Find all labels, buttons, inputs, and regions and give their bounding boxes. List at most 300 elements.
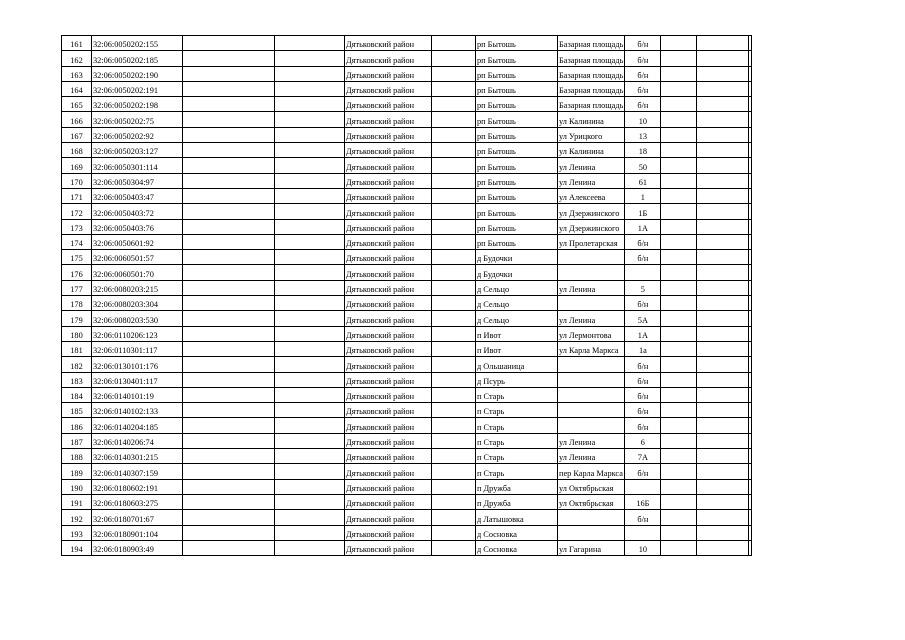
house-number-cell [625, 479, 661, 494]
district-cell: Дятьковский район [345, 219, 432, 234]
empty-cell [697, 479, 749, 494]
empty-cell [432, 265, 476, 280]
empty-cell [275, 510, 345, 525]
house-number-cell: 1А [625, 326, 661, 341]
street-cell [558, 265, 625, 280]
empty-cell [661, 494, 697, 509]
table-row [62, 464, 752, 479]
street-cell: ул Пролетарская [558, 234, 625, 249]
empty-cell [661, 540, 697, 555]
empty-cell [661, 357, 697, 372]
locality-cell: п Ивот [476, 326, 558, 341]
empty-cell [432, 127, 476, 142]
empty-cell [697, 357, 749, 372]
locality-cell: д Псурь [476, 372, 558, 387]
row-number-cell: 178 [62, 296, 92, 311]
empty-cell [275, 479, 345, 494]
row-number-cell: 163 [62, 66, 92, 81]
empty-cell [697, 204, 749, 219]
district-cell: Дятьковский район [345, 127, 432, 142]
empty-cell [275, 219, 345, 234]
cadastral-number-cell: 32:06:0050202:155 [92, 36, 183, 51]
street-cell: ул Лермонтова [558, 326, 625, 341]
empty-cell [661, 464, 697, 479]
empty-cell [432, 112, 476, 127]
house-number-cell: б/н [625, 387, 661, 402]
street-cell: ул Октябрьская [558, 494, 625, 509]
row-number-cell: 169 [62, 158, 92, 173]
empty-cell [697, 219, 749, 234]
locality-cell: п Старь [476, 449, 558, 464]
empty-cell [697, 494, 749, 509]
house-number-cell: 10 [625, 112, 661, 127]
district-cell: Дятьковский район [345, 449, 432, 464]
locality-cell: рп Бытошь [476, 112, 558, 127]
locality-cell: д Сельцо [476, 311, 558, 326]
street-cell [558, 357, 625, 372]
empty-cell [697, 234, 749, 249]
house-number-cell: 1А [625, 219, 661, 234]
empty-cell [432, 418, 476, 433]
district-cell: Дятьковский район [345, 372, 432, 387]
empty-cell [661, 479, 697, 494]
locality-cell: рп Бытошь [476, 219, 558, 234]
locality-cell: п Дружба [476, 494, 558, 509]
table-row [62, 158, 752, 173]
cadastral-number-cell: 32:06:0050403:72 [92, 204, 183, 219]
district-cell: Дятьковский район [345, 36, 432, 51]
house-number-cell: 61 [625, 173, 661, 188]
empty-cell [432, 66, 476, 81]
street-cell [558, 403, 625, 418]
empty-cell [432, 449, 476, 464]
empty-cell [661, 219, 697, 234]
empty-cell [275, 204, 345, 219]
row-number-cell: 166 [62, 112, 92, 127]
house-number-cell: б/н [625, 403, 661, 418]
empty-cell [749, 418, 752, 433]
empty-cell [697, 418, 749, 433]
row-number-cell: 180 [62, 326, 92, 341]
empty-cell [749, 234, 752, 249]
street-cell: ул Ленина [558, 311, 625, 326]
street-cell: ул Ленина [558, 158, 625, 173]
district-cell: Дятьковский район [345, 341, 432, 356]
empty-cell [275, 36, 345, 51]
empty-cell [275, 234, 345, 249]
district-cell: Дятьковский район [345, 97, 432, 112]
cadastral-number-cell: 32:06:0080203:304 [92, 296, 183, 311]
house-number-cell: 1а [625, 341, 661, 356]
empty-cell [697, 66, 749, 81]
street-cell: ул Гагарина [558, 540, 625, 555]
empty-cell [749, 66, 752, 81]
empty-cell [432, 387, 476, 402]
row-number-cell: 176 [62, 265, 92, 280]
cadastral-number-cell: 32:06:0050301:114 [92, 158, 183, 173]
row-number-cell: 192 [62, 510, 92, 525]
empty-cell [661, 341, 697, 356]
empty-cell [749, 341, 752, 356]
empty-cell [749, 219, 752, 234]
empty-cell [697, 372, 749, 387]
empty-cell [183, 265, 275, 280]
locality-cell: п Старь [476, 418, 558, 433]
row-number-cell: 185 [62, 403, 92, 418]
table-row [62, 341, 752, 356]
empty-cell [432, 311, 476, 326]
empty-cell [183, 311, 275, 326]
empty-cell [183, 449, 275, 464]
street-cell: ул Дзержинского [558, 219, 625, 234]
empty-cell [183, 510, 275, 525]
street-cell [558, 510, 625, 525]
empty-cell [432, 36, 476, 51]
empty-cell [183, 326, 275, 341]
street-cell: ул Урицкого [558, 127, 625, 142]
document-page [61, 35, 752, 556]
cadastral-number-cell: 32:06:0140101:19 [92, 387, 183, 402]
table-row [62, 51, 752, 66]
street-cell [558, 296, 625, 311]
empty-cell [749, 188, 752, 203]
empty-cell [432, 143, 476, 158]
house-number-cell: б/н [625, 296, 661, 311]
street-cell: Базарная площадь [558, 66, 625, 81]
locality-cell: д Будочки [476, 265, 558, 280]
district-cell: Дятьковский район [345, 265, 432, 280]
empty-cell [661, 311, 697, 326]
empty-cell [697, 540, 749, 555]
district-cell: Дятьковский район [345, 250, 432, 265]
empty-cell [661, 387, 697, 402]
empty-cell [697, 280, 749, 295]
locality-cell: рп Бытошь [476, 158, 558, 173]
empty-cell [661, 510, 697, 525]
street-cell: ул Карла Маркса [558, 341, 625, 356]
empty-cell [749, 296, 752, 311]
cadastral-number-cell: 32:06:0180903:49 [92, 540, 183, 555]
empty-cell [432, 341, 476, 356]
district-cell: Дятьковский район [345, 296, 432, 311]
empty-cell [275, 540, 345, 555]
empty-cell [749, 81, 752, 96]
empty-cell [661, 525, 697, 540]
empty-cell [749, 510, 752, 525]
house-number-cell: 7А [625, 449, 661, 464]
table-row [62, 479, 752, 494]
street-cell [558, 525, 625, 540]
empty-cell [749, 280, 752, 295]
empty-cell [183, 341, 275, 356]
house-number-cell: б/н [625, 51, 661, 66]
empty-cell [661, 296, 697, 311]
street-cell: ул Калинина [558, 143, 625, 158]
empty-cell [749, 311, 752, 326]
empty-cell [661, 403, 697, 418]
row-number-cell: 193 [62, 525, 92, 540]
locality-cell: рп Бытошь [476, 204, 558, 219]
cadastral-number-cell: 32:06:0050202:75 [92, 112, 183, 127]
empty-cell [432, 357, 476, 372]
district-cell: Дятьковский район [345, 143, 432, 158]
cadastral-number-cell: 32:06:0140102:133 [92, 403, 183, 418]
empty-cell [183, 357, 275, 372]
empty-cell [275, 250, 345, 265]
empty-cell [183, 188, 275, 203]
row-number-cell: 165 [62, 97, 92, 112]
empty-cell [183, 464, 275, 479]
empty-cell [183, 387, 275, 402]
empty-cell [661, 36, 697, 51]
street-cell: ул Алексеева [558, 188, 625, 203]
empty-cell [275, 280, 345, 295]
empty-cell [432, 81, 476, 96]
table-row [62, 204, 752, 219]
cadastral-number-cell: 32:06:0130401:117 [92, 372, 183, 387]
district-cell: Дятьковский район [345, 403, 432, 418]
table-body [62, 36, 752, 556]
house-number-cell: 5 [625, 280, 661, 295]
empty-cell [183, 51, 275, 66]
district-cell: Дятьковский район [345, 433, 432, 448]
house-number-cell: б/н [625, 418, 661, 433]
empty-cell [697, 296, 749, 311]
house-number-cell: б/н [625, 357, 661, 372]
empty-cell [275, 403, 345, 418]
empty-cell [183, 525, 275, 540]
empty-cell [275, 449, 345, 464]
empty-cell [432, 51, 476, 66]
street-cell: Базарная площадь [558, 51, 625, 66]
locality-cell: рп Бытошь [476, 188, 558, 203]
district-cell: Дятьковский район [345, 494, 432, 509]
empty-cell [432, 97, 476, 112]
empty-cell [697, 188, 749, 203]
empty-cell [697, 433, 749, 448]
table-row [62, 494, 752, 509]
street-cell: ул Ленина [558, 280, 625, 295]
row-number-cell: 182 [62, 357, 92, 372]
empty-cell [432, 188, 476, 203]
empty-cell [183, 234, 275, 249]
row-number-cell: 184 [62, 387, 92, 402]
empty-cell [661, 280, 697, 295]
empty-cell [749, 479, 752, 494]
empty-cell [183, 418, 275, 433]
empty-cell [697, 51, 749, 66]
empty-cell [749, 173, 752, 188]
empty-cell [749, 204, 752, 219]
district-cell: Дятьковский район [345, 81, 432, 96]
table-row [62, 387, 752, 402]
row-number-cell: 191 [62, 494, 92, 509]
cadastral-number-cell: 32:06:0130101:176 [92, 357, 183, 372]
district-cell: Дятьковский район [345, 66, 432, 81]
empty-cell [183, 372, 275, 387]
empty-cell [697, 143, 749, 158]
cadastral-number-cell: 32:06:0110301:117 [92, 341, 183, 356]
empty-cell [749, 433, 752, 448]
empty-cell [697, 97, 749, 112]
empty-cell [432, 173, 476, 188]
locality-cell: п Старь [476, 464, 558, 479]
table-row [62, 36, 752, 51]
locality-cell: п Старь [476, 433, 558, 448]
empty-cell [697, 464, 749, 479]
table-row [62, 173, 752, 188]
empty-cell [749, 449, 752, 464]
cadastral-number-cell: 32:06:0050202:185 [92, 51, 183, 66]
cadastral-number-cell: 32:06:0140206:74 [92, 433, 183, 448]
locality-cell: рп Бытошь [476, 36, 558, 51]
empty-cell [275, 525, 345, 540]
cadastral-number-cell: 32:06:0140307:159 [92, 464, 183, 479]
empty-cell [661, 250, 697, 265]
empty-cell [749, 494, 752, 509]
street-cell: ул Ленина [558, 433, 625, 448]
empty-cell [749, 127, 752, 142]
district-cell: Дятьковский район [345, 357, 432, 372]
empty-cell [749, 525, 752, 540]
empty-cell [432, 494, 476, 509]
empty-cell [749, 403, 752, 418]
cadastral-number-cell: 32:06:0180701:67 [92, 510, 183, 525]
row-number-cell: 188 [62, 449, 92, 464]
empty-cell [275, 357, 345, 372]
table-row [62, 311, 752, 326]
empty-cell [661, 449, 697, 464]
house-number-cell: б/н [625, 97, 661, 112]
empty-cell [749, 372, 752, 387]
empty-cell [183, 81, 275, 96]
cadastral-number-cell: 32:06:0050202:191 [92, 81, 183, 96]
table-row [62, 540, 752, 555]
row-number-cell: 162 [62, 51, 92, 66]
table-row [62, 265, 752, 280]
table-row [62, 372, 752, 387]
empty-cell [183, 158, 275, 173]
locality-cell: рп Бытошь [476, 66, 558, 81]
cadastral-number-cell: 32:06:0050203:127 [92, 143, 183, 158]
district-cell: Дятьковский район [345, 510, 432, 525]
table-row [62, 81, 752, 96]
empty-cell [183, 250, 275, 265]
house-number-cell: 18 [625, 143, 661, 158]
locality-cell: д Сельцо [476, 296, 558, 311]
empty-cell [661, 265, 697, 280]
table-row [62, 250, 752, 265]
district-cell: Дятьковский район [345, 525, 432, 540]
house-number-cell: б/н [625, 372, 661, 387]
house-number-cell: 6 [625, 433, 661, 448]
empty-cell [697, 525, 749, 540]
locality-cell: рп Бытошь [476, 127, 558, 142]
table-row [62, 510, 752, 525]
empty-cell [661, 127, 697, 142]
empty-cell [275, 464, 345, 479]
empty-cell [183, 280, 275, 295]
empty-cell [275, 66, 345, 81]
empty-cell [183, 36, 275, 51]
empty-cell [697, 158, 749, 173]
locality-cell: д Сельцо [476, 280, 558, 295]
street-cell: Базарная площадь [558, 36, 625, 51]
house-number-cell: 10 [625, 540, 661, 555]
empty-cell [697, 341, 749, 356]
empty-cell [183, 296, 275, 311]
house-number-cell: б/н [625, 234, 661, 249]
row-number-cell: 161 [62, 36, 92, 51]
empty-cell [275, 158, 345, 173]
locality-cell: д Будочки [476, 250, 558, 265]
table-row [62, 219, 752, 234]
empty-cell [697, 36, 749, 51]
locality-cell: рп Бытошь [476, 143, 558, 158]
cadastral-number-cell: 32:06:0050403:76 [92, 219, 183, 234]
empty-cell [275, 418, 345, 433]
empty-cell [432, 219, 476, 234]
street-cell [558, 418, 625, 433]
table-row [62, 525, 752, 540]
empty-cell [275, 81, 345, 96]
empty-cell [432, 433, 476, 448]
empty-cell [275, 97, 345, 112]
district-cell: Дятьковский район [345, 280, 432, 295]
district-cell: Дятьковский район [345, 173, 432, 188]
house-number-cell: б/н [625, 81, 661, 96]
house-number-cell: 1 [625, 188, 661, 203]
empty-cell [275, 433, 345, 448]
table-row [62, 418, 752, 433]
empty-cell [661, 112, 697, 127]
house-number-cell: б/н [625, 36, 661, 51]
district-cell: Дятьковский район [345, 387, 432, 402]
locality-cell: д Ольшаница [476, 357, 558, 372]
row-number-cell: 173 [62, 219, 92, 234]
table-row [62, 188, 752, 203]
empty-cell [432, 204, 476, 219]
cadastral-number-cell: 32:06:0050403:47 [92, 188, 183, 203]
empty-cell [697, 510, 749, 525]
empty-cell [697, 112, 749, 127]
district-cell: Дятьковский район [345, 418, 432, 433]
empty-cell [749, 158, 752, 173]
empty-cell [432, 479, 476, 494]
empty-cell [275, 265, 345, 280]
cadastral-number-cell: 32:06:0140301:215 [92, 449, 183, 464]
empty-cell [183, 204, 275, 219]
empty-cell [432, 464, 476, 479]
empty-cell [183, 433, 275, 448]
empty-cell [661, 158, 697, 173]
empty-cell [749, 265, 752, 280]
empty-cell [183, 173, 275, 188]
district-cell: Дятьковский район [345, 326, 432, 341]
empty-cell [661, 326, 697, 341]
table-row [62, 143, 752, 158]
empty-cell [183, 97, 275, 112]
house-number-cell: б/н [625, 510, 661, 525]
locality-cell: д Латышовка [476, 510, 558, 525]
cadastral-number-cell: 32:06:0180602:191 [92, 479, 183, 494]
district-cell: Дятьковский район [345, 540, 432, 555]
locality-cell: п Дружба [476, 479, 558, 494]
table-row [62, 66, 752, 81]
empty-cell [432, 403, 476, 418]
empty-cell [432, 234, 476, 249]
empty-cell [432, 158, 476, 173]
